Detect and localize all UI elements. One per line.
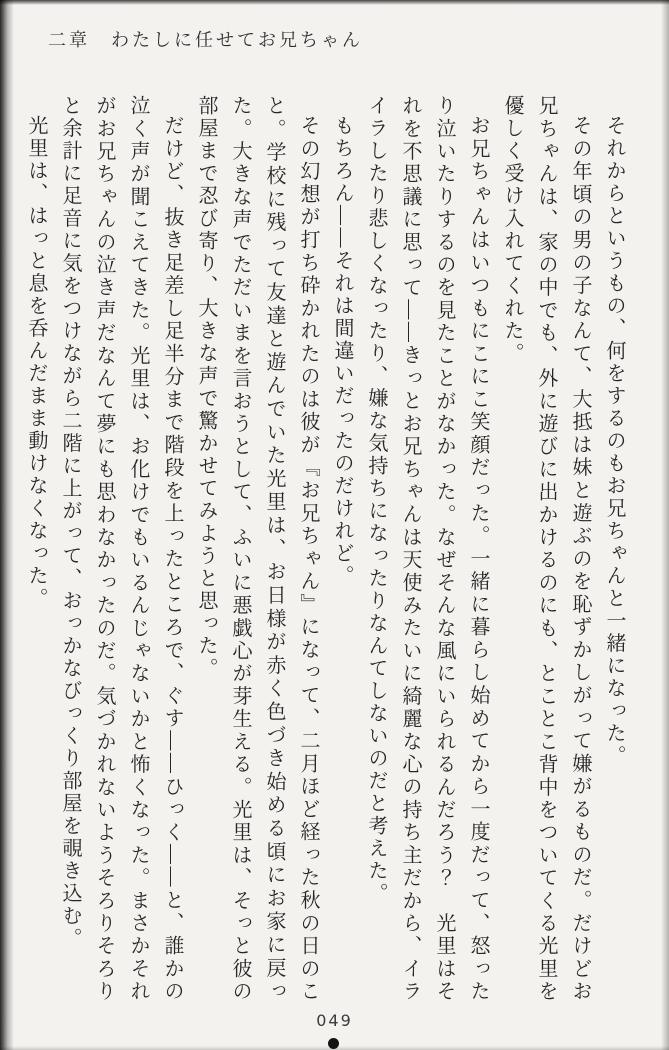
- scan-edge-top: [0, 0, 669, 5]
- paragraph: お兄ちゃんはいつもにこにこ笑顔だった。一緒に暮らし始めてから一度だって、怒ったり泣いたりするのを見たことがなかった。なぜそんな風にいられるんだろう？ 光里はそれを不思議に思って――きっとお兄ちゃんは天使みたいに綺麗な心の持ち主だから、イライラしたり悲しくなったり、嫌な気持ちになったりなんてしないのだと考えた。: [365, 95, 489, 1003]
- paragraph: その幻想が打ち砕かれたのは彼が『お兄ちゃん』になって、二月ほど経った秋の日のこと。学校に残って友達と遊んでいた光里は、お日様が赤く色づき始める頃にお家に戻った。大きな声でただいまを言おうとして、ふいに悪戯心が芽生える。光里は、そっと彼の部屋まで忍び寄り、大きな声で驚かせてみようと思った。: [195, 95, 319, 1004]
- paragraph: だけど、抜き足差し足半分まで階段を上ったところで、ぐす――ひっく――と、誰かの泣く声が聞こえてきた。光里は、お化けでもいるんじゃないかと怖くなった。まさかそれがお兄ちゃんの泣き声だなんて夢にも思わなかったのだ。気づかれないようそろりそろりと余計に足音に気をつけながら二階に上がって、おっかなびっくり部屋を覗き込む。: [59, 95, 183, 1003]
- paragraph: 光里は、はっと息を呑んだまま動けなくなった。: [25, 115, 47, 610]
- paragraph: その年頃の男の子なんて、大抵は妹と遊ぶのを恥ずかしがって嫌がるものだ。だけどお兄ちゃんは、家の中でも、外に遊びに出かけるのにも、とことこ背中をついてくる光里を優しく受け入れてくれた。: [501, 95, 591, 1003]
- page-marker-dot-icon: [328, 1038, 339, 1049]
- scan-edge-right: [661, 0, 669, 1050]
- scan-edge-left: [0, 0, 14, 1050]
- chapter-heading: 二章 わたしに任せてお兄ちゃん: [48, 30, 363, 50]
- page-number: 049: [316, 1011, 353, 1030]
- paragraph: それからというもの、何をするのもお兄ちゃんと一緒になった。: [603, 115, 625, 768]
- page-body-text: [25, 95, 631, 1004]
- paragraph: もちろん――それは間違いだったのだけれど。: [331, 115, 353, 588]
